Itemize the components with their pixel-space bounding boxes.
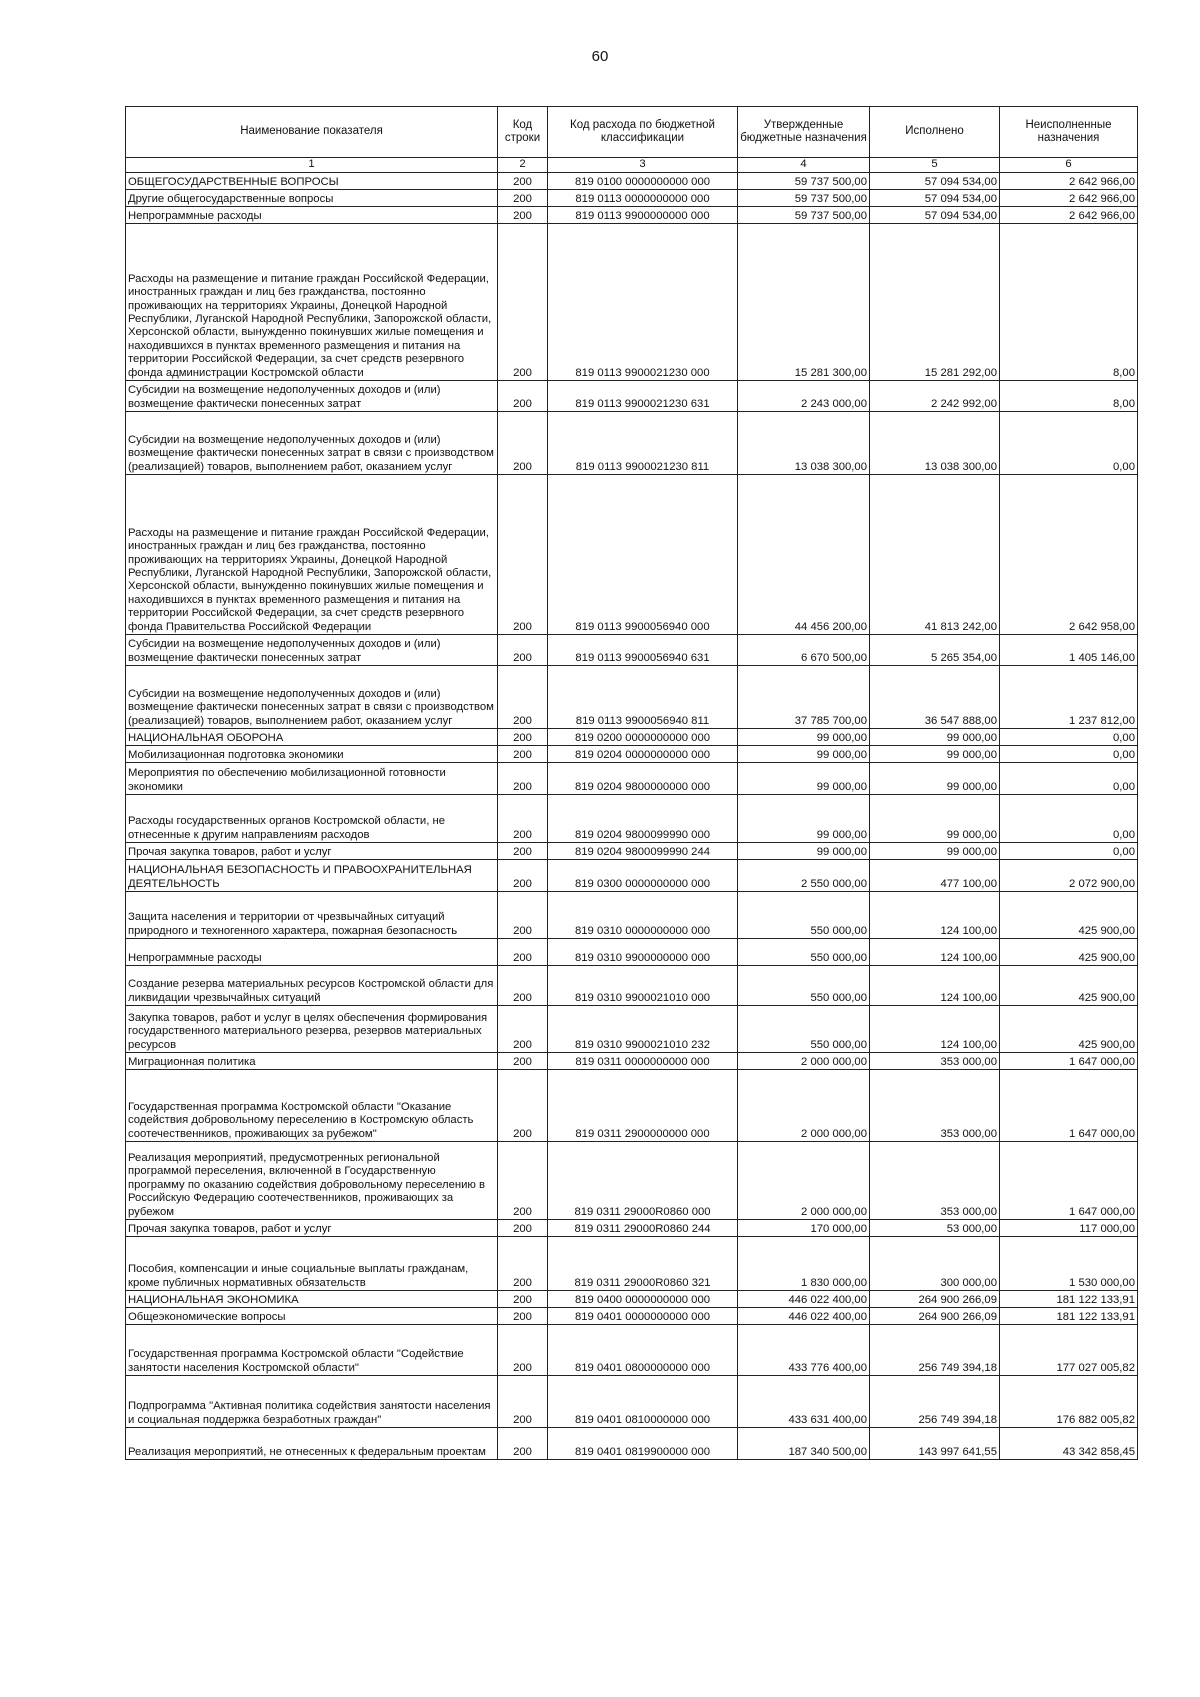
expense-code-cell: 819 0204 9800099990 244 bbox=[548, 843, 738, 860]
unexecuted-amount-cell: 1 647 000,00 bbox=[1000, 1142, 1138, 1220]
approved-amount-cell: 59 737 500,00 bbox=[738, 190, 870, 207]
approved-amount-cell: 170 000,00 bbox=[738, 1220, 870, 1237]
executed-amount-cell: 99 000,00 bbox=[870, 746, 1000, 763]
executed-amount-cell: 477 100,00 bbox=[870, 860, 1000, 892]
approved-amount-cell: 433 776 400,00 bbox=[738, 1325, 870, 1376]
unexecuted-amount-cell: 1 647 000,00 bbox=[1000, 1053, 1138, 1070]
column-number: 5 bbox=[870, 158, 1000, 173]
unexecuted-amount-cell: 0,00 bbox=[1000, 843, 1138, 860]
unexecuted-amount-cell: 425 900,00 bbox=[1000, 1006, 1138, 1053]
expense-code-cell: 819 0113 9900021230 811 bbox=[548, 412, 738, 475]
executed-amount-cell: 124 100,00 bbox=[870, 1006, 1000, 1053]
unexecuted-amount-cell: 2 642 966,00 bbox=[1000, 207, 1138, 224]
approved-amount-cell: 44 456 200,00 bbox=[738, 475, 870, 635]
executed-amount-cell: 57 094 534,00 bbox=[870, 173, 1000, 190]
indicator-name-cell: Непрограммные расходы bbox=[126, 939, 498, 966]
indicator-name-cell: НАЦИОНАЛЬНАЯ ЭКОНОМИКА bbox=[126, 1291, 498, 1308]
expense-code-cell: 819 0113 9900021230 000 bbox=[548, 224, 738, 381]
expense-code-cell: 819 0310 9900021010 000 bbox=[548, 966, 738, 1006]
expense-code-cell: 819 0100 0000000000 000 bbox=[548, 173, 738, 190]
unexecuted-amount-cell: 2 642 966,00 bbox=[1000, 173, 1138, 190]
unexecuted-amount-cell: 1 530 000,00 bbox=[1000, 1237, 1138, 1291]
approved-amount-cell: 2 000 000,00 bbox=[738, 1142, 870, 1220]
column-number: 2 bbox=[498, 158, 548, 173]
table-row bbox=[126, 860, 1138, 892]
line-code-cell: 200 bbox=[498, 939, 548, 966]
column-number: 3 bbox=[548, 158, 738, 173]
table-row bbox=[126, 173, 1138, 190]
indicator-name-cell: НАЦИОНАЛЬНАЯ БЕЗОПАСНОСТЬ И ПРАВООХРАНИТЕЛЬНАЯ ДЕЯТЕЛЬНОСТЬ bbox=[126, 860, 498, 892]
table-row bbox=[126, 475, 1138, 635]
table-row bbox=[126, 795, 1138, 843]
unexecuted-amount-cell: 0,00 bbox=[1000, 763, 1138, 795]
approved-amount-cell: 59 737 500,00 bbox=[738, 173, 870, 190]
header-executed: Исполнено bbox=[870, 107, 1000, 158]
indicator-name-cell: Миграционная политика bbox=[126, 1053, 498, 1070]
approved-amount-cell: 13 038 300,00 bbox=[738, 412, 870, 475]
executed-amount-cell: 143 997 641,55 bbox=[870, 1428, 1000, 1460]
line-code-cell: 200 bbox=[498, 892, 548, 939]
expense-code-cell: 819 0311 0000000000 000 bbox=[548, 1053, 738, 1070]
executed-amount-cell: 15 281 292,00 bbox=[870, 224, 1000, 381]
indicator-name-cell: Государственная программа Костромской области "Оказание содействия добровольному переселению в Костромскую область соотечественников, проживающих за рубежом" bbox=[126, 1070, 498, 1142]
unexecuted-amount-cell: 8,00 bbox=[1000, 224, 1138, 381]
indicator-name-cell: ОБЩЕГОСУДАРСТВЕННЫЕ ВОПРОСЫ bbox=[126, 173, 498, 190]
expense-code-cell: 819 0200 0000000000 000 bbox=[548, 729, 738, 746]
indicator-name-cell: Реализация мероприятий, не отнесенных к федеральным проектам bbox=[126, 1428, 498, 1460]
expense-code-cell: 819 0310 0000000000 000 bbox=[548, 892, 738, 939]
line-code-cell: 200 bbox=[498, 1291, 548, 1308]
expense-code-cell: 819 0401 0000000000 000 bbox=[548, 1308, 738, 1325]
table-row bbox=[126, 1006, 1138, 1053]
executed-amount-cell: 13 038 300,00 bbox=[870, 412, 1000, 475]
table-row bbox=[126, 207, 1138, 224]
expense-code-cell: 819 0311 29000R0860 000 bbox=[548, 1142, 738, 1220]
expense-code-cell: 819 0311 29000R0860 244 bbox=[548, 1220, 738, 1237]
expense-code-cell: 819 0113 9900056940 811 bbox=[548, 666, 738, 729]
line-code-cell: 200 bbox=[498, 475, 548, 635]
line-code-cell: 200 bbox=[498, 635, 548, 666]
line-code-cell: 200 bbox=[498, 1428, 548, 1460]
expense-code-cell: 819 0311 2900000000 000 bbox=[548, 1070, 738, 1142]
approved-amount-cell: 59 737 500,00 bbox=[738, 207, 870, 224]
header-expense-code: Код расхода по бюджетной классификации bbox=[548, 107, 738, 158]
expense-code-cell: 819 0113 9900000000 000 bbox=[548, 207, 738, 224]
table-row bbox=[126, 1428, 1138, 1460]
executed-amount-cell: 2 242 992,00 bbox=[870, 381, 1000, 412]
unexecuted-amount-cell: 8,00 bbox=[1000, 381, 1138, 412]
line-code-cell: 200 bbox=[498, 746, 548, 763]
unexecuted-amount-cell: 425 900,00 bbox=[1000, 966, 1138, 1006]
indicator-name-cell: НАЦИОНАЛЬНАЯ ОБОРОНА bbox=[126, 729, 498, 746]
header-line-code: Код строки bbox=[498, 107, 548, 158]
line-code-cell: 200 bbox=[498, 843, 548, 860]
approved-amount-cell: 2 000 000,00 bbox=[738, 1053, 870, 1070]
table-row bbox=[126, 1308, 1138, 1325]
executed-amount-cell: 124 100,00 bbox=[870, 939, 1000, 966]
indicator-name-cell: Подпрограмма "Активная политика содействия занятости населения и социальная поддержка безработных граждан" bbox=[126, 1376, 498, 1428]
line-code-cell: 200 bbox=[498, 729, 548, 746]
line-code-cell: 200 bbox=[498, 1142, 548, 1220]
expense-code-cell: 819 0204 9800000000 000 bbox=[548, 763, 738, 795]
approved-amount-cell: 2 000 000,00 bbox=[738, 1070, 870, 1142]
executed-amount-cell: 36 547 888,00 bbox=[870, 666, 1000, 729]
indicator-name-cell: Непрограммные расходы bbox=[126, 207, 498, 224]
indicator-name-cell: Государственная программа Костромской области "Содействие занятости населения Костромской области" bbox=[126, 1325, 498, 1376]
unexecuted-amount-cell: 0,00 bbox=[1000, 412, 1138, 475]
expense-code-cell: 819 0401 0800000000 000 bbox=[548, 1325, 738, 1376]
column-number: 6 bbox=[1000, 158, 1138, 173]
expense-code-cell: 819 0204 0000000000 000 bbox=[548, 746, 738, 763]
indicator-name-cell: Мобилизационная подготовка экономики bbox=[126, 746, 498, 763]
table-row bbox=[126, 1053, 1138, 1070]
approved-amount-cell: 99 000,00 bbox=[738, 746, 870, 763]
executed-amount-cell: 353 000,00 bbox=[870, 1142, 1000, 1220]
line-code-cell: 200 bbox=[498, 1237, 548, 1291]
unexecuted-amount-cell: 117 000,00 bbox=[1000, 1220, 1138, 1237]
line-code-cell: 200 bbox=[498, 207, 548, 224]
approved-amount-cell: 6 670 500,00 bbox=[738, 635, 870, 666]
approved-amount-cell: 446 022 400,00 bbox=[738, 1291, 870, 1308]
executed-amount-cell: 57 094 534,00 bbox=[870, 207, 1000, 224]
line-code-cell: 200 bbox=[498, 412, 548, 475]
approved-amount-cell: 37 785 700,00 bbox=[738, 666, 870, 729]
table-row bbox=[126, 1142, 1138, 1220]
indicator-name-cell: Закупка товаров, работ и услуг в целях обеспечения формирования государственного материального резерва, резервов материальных ресурсов bbox=[126, 1006, 498, 1053]
table-row bbox=[126, 224, 1138, 381]
approved-amount-cell: 550 000,00 bbox=[738, 939, 870, 966]
expense-code-cell: 819 0113 9900021230 631 bbox=[548, 381, 738, 412]
executed-amount-cell: 99 000,00 bbox=[870, 795, 1000, 843]
line-code-cell: 200 bbox=[498, 1308, 548, 1325]
executed-amount-cell: 41 813 242,00 bbox=[870, 475, 1000, 635]
approved-amount-cell: 433 631 400,00 bbox=[738, 1376, 870, 1428]
table-row bbox=[126, 729, 1138, 746]
table-row bbox=[126, 1376, 1138, 1428]
unexecuted-amount-cell: 425 900,00 bbox=[1000, 939, 1138, 966]
line-code-cell: 200 bbox=[498, 860, 548, 892]
line-code-cell: 200 bbox=[498, 1325, 548, 1376]
expense-code-cell: 819 0400 0000000000 000 bbox=[548, 1291, 738, 1308]
expense-code-cell: 819 0311 29000R0860 321 bbox=[548, 1237, 738, 1291]
unexecuted-amount-cell: 0,00 bbox=[1000, 795, 1138, 843]
unexecuted-amount-cell: 177 027 005,82 bbox=[1000, 1325, 1138, 1376]
indicator-name-cell: Субсидии на возмещение недополученных доходов и (или) возмещение фактически понесенных затрат в связи с производством (реализацией) товаров, выполнением работ, оказанием услуг bbox=[126, 666, 498, 729]
table-row bbox=[126, 1291, 1138, 1308]
line-code-cell: 200 bbox=[498, 1220, 548, 1237]
executed-amount-cell: 256 749 394,18 bbox=[870, 1325, 1000, 1376]
indicator-name-cell: Расходы на размещение и питание граждан Российской Федерации, иностранных граждан и лиц без гражданства, постоянно проживающих на территориях Украины, Донецкой Народной Республики, Луганской Народной Республики, Запорожской области, Херсонской области, вынужденно покинувших жилые помещения и находившихся в пунктах временного размещения и питания на территории Российской Федерации, за счет средств резервного фонда администрации Костромской области bbox=[126, 224, 498, 381]
unexecuted-amount-cell: 2 072 900,00 bbox=[1000, 860, 1138, 892]
table-row bbox=[126, 763, 1138, 795]
executed-amount-cell: 53 000,00 bbox=[870, 1220, 1000, 1237]
line-code-cell: 200 bbox=[498, 666, 548, 729]
approved-amount-cell: 550 000,00 bbox=[738, 892, 870, 939]
indicator-name-cell: Расходы на размещение и питание граждан Российской Федерации, иностранных граждан и лиц без гражданства, постоянно проживающих на территориях Украины, Донецкой Народной Республики, Луганской Народной Республики, Запорожской области, Херсонской области, вынужденно покинувших жилые помещения и находившихся в пунктах временного размещения и питания на территории Российской Федерации, за счет средств резервного фонда Правительства Российской Федерации bbox=[126, 475, 498, 635]
approved-amount-cell: 2 550 000,00 bbox=[738, 860, 870, 892]
expense-code-cell: 819 0113 9900056940 000 bbox=[548, 475, 738, 635]
indicator-name-cell: Прочая закупка товаров, работ и услуг bbox=[126, 843, 498, 860]
table-row bbox=[126, 1070, 1138, 1142]
executed-amount-cell: 300 000,00 bbox=[870, 1237, 1000, 1291]
unexecuted-amount-cell: 1 405 146,00 bbox=[1000, 635, 1138, 666]
approved-amount-cell: 550 000,00 bbox=[738, 1006, 870, 1053]
executed-amount-cell: 353 000,00 bbox=[870, 1070, 1000, 1142]
approved-amount-cell: 2 243 000,00 bbox=[738, 381, 870, 412]
indicator-name-cell: Пособия, компенсации и иные социальные выплаты гражданам, кроме публичных нормативных обязательств bbox=[126, 1237, 498, 1291]
indicator-name-cell: Создание резерва материальных ресурсов Костромской области для ликвидации чрезвычайных ситуаций bbox=[126, 966, 498, 1006]
line-code-cell: 200 bbox=[498, 381, 548, 412]
indicator-name-cell: Реализация мероприятий, предусмотренных региональной программой переселения, включенной в Государственную программу по оказанию содействия добровольному переселению в Российскую Федерацию соотечественников, проживающих за рубежом bbox=[126, 1142, 498, 1220]
unexecuted-amount-cell: 0,00 bbox=[1000, 729, 1138, 746]
approved-amount-cell: 1 830 000,00 bbox=[738, 1237, 870, 1291]
line-code-cell: 200 bbox=[498, 795, 548, 843]
approved-amount-cell: 99 000,00 bbox=[738, 729, 870, 746]
indicator-name-cell: Общеэкономические вопросы bbox=[126, 1308, 498, 1325]
table-row bbox=[126, 746, 1138, 763]
line-code-cell: 200 bbox=[498, 173, 548, 190]
indicator-name-cell: Прочая закупка товаров, работ и услуг bbox=[126, 1220, 498, 1237]
unexecuted-amount-cell: 425 900,00 bbox=[1000, 892, 1138, 939]
unexecuted-amount-cell: 181 122 133,91 bbox=[1000, 1291, 1138, 1308]
line-code-cell: 200 bbox=[498, 190, 548, 207]
expense-code-cell: 819 0310 9900000000 000 bbox=[548, 939, 738, 966]
executed-amount-cell: 99 000,00 bbox=[870, 729, 1000, 746]
unexecuted-amount-cell: 0,00 bbox=[1000, 746, 1138, 763]
approved-amount-cell: 15 281 300,00 bbox=[738, 224, 870, 381]
line-code-cell: 200 bbox=[498, 1053, 548, 1070]
indicator-name-cell: Субсидии на возмещение недополученных доходов и (или) возмещение фактически понесенных затрат bbox=[126, 381, 498, 412]
table-row bbox=[126, 1237, 1138, 1291]
executed-amount-cell: 124 100,00 bbox=[870, 966, 1000, 1006]
indicator-name-cell: Субсидии на возмещение недополученных доходов и (или) возмещение фактически понесенных затрат bbox=[126, 635, 498, 666]
unexecuted-amount-cell: 1 237 812,00 bbox=[1000, 666, 1138, 729]
executed-amount-cell: 256 749 394,18 bbox=[870, 1376, 1000, 1428]
expense-code-cell: 819 0113 9900056940 631 bbox=[548, 635, 738, 666]
table-row bbox=[126, 892, 1138, 939]
table-row bbox=[126, 843, 1138, 860]
table-row bbox=[126, 666, 1138, 729]
table-body bbox=[126, 173, 1138, 1460]
unexecuted-amount-cell: 1 647 000,00 bbox=[1000, 1070, 1138, 1142]
column-number-row bbox=[126, 158, 1138, 173]
executed-amount-cell: 264 900 266,09 bbox=[870, 1308, 1000, 1325]
executed-amount-cell: 5 265 354,00 bbox=[870, 635, 1000, 666]
expense-code-cell: 819 0401 0810000000 000 bbox=[548, 1376, 738, 1428]
line-code-cell: 200 bbox=[498, 1006, 548, 1053]
indicator-name-cell: Мероприятия по обеспечению мобилизационной готовности экономики bbox=[126, 763, 498, 795]
unexecuted-amount-cell: 43 342 858,45 bbox=[1000, 1428, 1138, 1460]
indicator-name-cell: Защита населения и территории от чрезвычайных ситуаций природного и техногенного характера, пожарная безопасность bbox=[126, 892, 498, 939]
executed-amount-cell: 353 000,00 bbox=[870, 1053, 1000, 1070]
column-number: 1 bbox=[126, 158, 498, 173]
executed-amount-cell: 57 094 534,00 bbox=[870, 190, 1000, 207]
table-row bbox=[126, 635, 1138, 666]
unexecuted-amount-cell: 2 642 958,00 bbox=[1000, 475, 1138, 635]
line-code-cell: 200 bbox=[498, 763, 548, 795]
table-row bbox=[126, 381, 1138, 412]
table-row bbox=[126, 939, 1138, 966]
table-row bbox=[126, 412, 1138, 475]
line-code-cell: 200 bbox=[498, 1070, 548, 1142]
table-row bbox=[126, 1220, 1138, 1237]
table-row bbox=[126, 1325, 1138, 1376]
approved-amount-cell: 446 022 400,00 bbox=[738, 1308, 870, 1325]
executed-amount-cell: 124 100,00 bbox=[870, 892, 1000, 939]
expense-code-cell: 819 0310 9900021010 232 bbox=[548, 1006, 738, 1053]
page-number: 60 bbox=[591, 48, 609, 65]
approved-amount-cell: 99 000,00 bbox=[738, 763, 870, 795]
expense-code-cell: 819 0204 9800099990 000 bbox=[548, 795, 738, 843]
expense-code-cell: 819 0300 0000000000 000 bbox=[548, 860, 738, 892]
header-unexecuted: Неисполненные назначения bbox=[1000, 107, 1138, 158]
header-row bbox=[126, 107, 1138, 158]
indicator-name-cell: Расходы государственных органов Костромской области, не отнесенные к другим направлениям расходов bbox=[126, 795, 498, 843]
unexecuted-amount-cell: 2 642 966,00 bbox=[1000, 190, 1138, 207]
budget-execution-table bbox=[125, 106, 1138, 1460]
approved-amount-cell: 187 340 500,00 bbox=[738, 1428, 870, 1460]
unexecuted-amount-cell: 181 122 133,91 bbox=[1000, 1308, 1138, 1325]
table-row bbox=[126, 966, 1138, 1006]
line-code-cell: 200 bbox=[498, 966, 548, 1006]
approved-amount-cell: 99 000,00 bbox=[738, 843, 870, 860]
approved-amount-cell: 99 000,00 bbox=[738, 795, 870, 843]
column-number: 4 bbox=[738, 158, 870, 173]
header-approved: Утвержденные бюджетные назначения bbox=[738, 107, 870, 158]
line-code-cell: 200 bbox=[498, 224, 548, 381]
approved-amount-cell: 550 000,00 bbox=[738, 966, 870, 1006]
expense-code-cell: 819 0113 0000000000 000 bbox=[548, 190, 738, 207]
indicator-name-cell: Другие общегосударственные вопросы bbox=[126, 190, 498, 207]
line-code-cell: 200 bbox=[498, 1376, 548, 1428]
indicator-name-cell: Субсидии на возмещение недополученных доходов и (или) возмещение фактически понесенных затрат в связи с производством (реализацией) товаров, выполнением работ, оказанием услуг bbox=[126, 412, 498, 475]
executed-amount-cell: 264 900 266,09 bbox=[870, 1291, 1000, 1308]
expense-code-cell: 819 0401 0819900000 000 bbox=[548, 1428, 738, 1460]
table-row bbox=[126, 190, 1138, 207]
unexecuted-amount-cell: 176 882 005,82 bbox=[1000, 1376, 1138, 1428]
executed-amount-cell: 99 000,00 bbox=[870, 843, 1000, 860]
header-indicator-name: Наименование показателя bbox=[126, 107, 498, 158]
executed-amount-cell: 99 000,00 bbox=[870, 763, 1000, 795]
